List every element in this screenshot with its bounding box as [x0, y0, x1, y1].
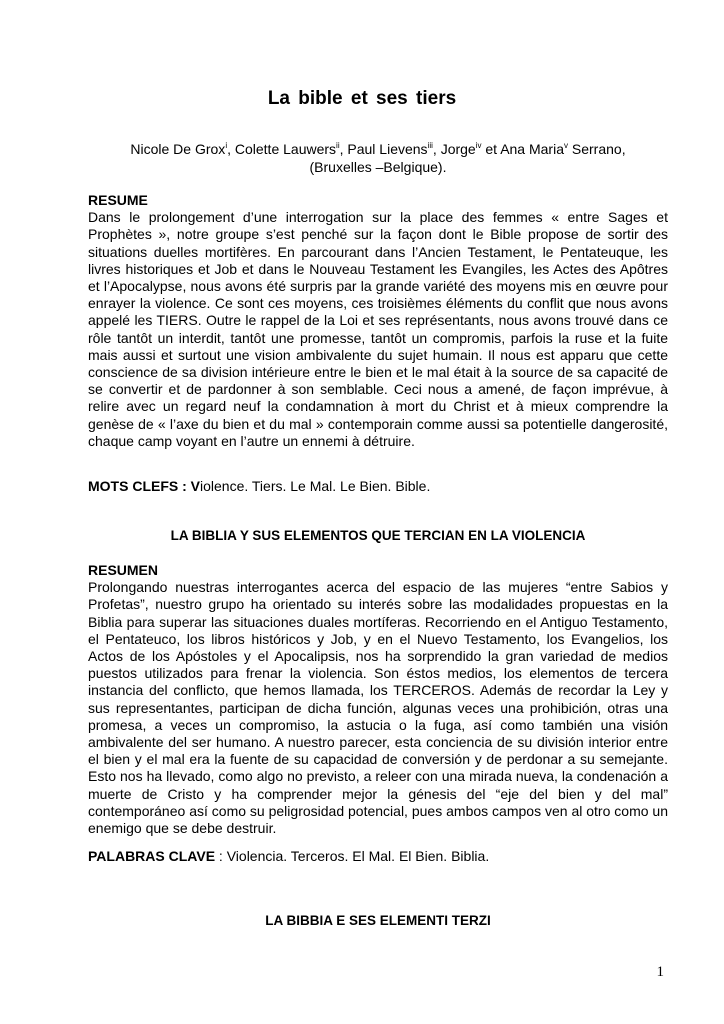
abstract-fr [88, 192, 668, 450]
section-title-it: LA BIBBIA E SES ELEMENTI TERZI [265, 913, 491, 928]
author-name: Jorge [440, 141, 476, 157]
keywords-fr-label: MOTS CLEFS : V [88, 478, 200, 494]
document-title: La bible et ses tiers [267, 88, 457, 109]
keywords-fr [88, 478, 668, 495]
author-separator: , [432, 141, 441, 157]
author-name: Paul Lievens [347, 141, 428, 157]
author-separator: et [481, 141, 501, 157]
author-name: Nicole De Grox [130, 141, 226, 157]
keywords-es-values: : Violencia. Terceros. El Mal. El Bien. Biblia. [215, 848, 490, 864]
author-note-marker: v [564, 141, 568, 150]
author-line [88, 140, 668, 158]
abstract-es-text: Prolongando nuestras interrogantes acerca del espacio de las mujeres “entre Sabios y Profetas”, nuestro grupo ha orientado su interés sobre las modalidades propuestas en la Biblia para superar las situaciones duales mortíferas. Recorriendo en el Antiguo Testamento, el Pentateuco, los libros históricos y Job, y en el Nuevo Testamento, los Evangelios, los Actos de los Apóstoles y el Apocalipsis, nos ha sorprendido la gran variedad de medios puestos utilizados para frenar la violencia. Son éstos medios, los elementos de tercera instancia del conflicto, que hemos llamada, los TERCEROS. Además de recordar la Ley y sus representantes, participan de dicha función, algunas veces una prohibición, otras una promesa, a veces un compromiso, la astucia o la fuga, así como también una visión ambivalente del ser humano. A nuestro parecer, esta conciencia de su división interior entre el bien y el mal era la fuente de su capacidad de conversión y de perdonar a su semejante. Esto nos ha llevado, como algo no previsto, a releer con una mirada nueva, la condenación a muerte de Cristo y ha comprender mejor la génesis del “eje del bien y del mal” contemporáneo así como su peligrosidad potencial, pues ambos campos ven al otro como un enemigo que se debe destruir. [88, 579, 668, 837]
abstract-es-heading: RESUMEN [88, 562, 159, 578]
author-name: Ana Maria [500, 141, 564, 157]
author-separator: , [339, 141, 348, 157]
keywords-es [88, 848, 668, 865]
author-separator: , [227, 141, 235, 157]
abstract-fr-text: Dans le prolongement d’une interrogation sur la place des femmes « entre Sages et Prophètes », notre groupe s’est penché sur la façon dont le Bible propose de sortir des situations duelles mortifères. En parcourant dans l’Ancien Testament, le Pentateuque, les livres historiques et Job et dans le Nouveau Testament les Evangiles, les Actes des Apôtres et l’Apocalypse, nous avons été surpris par la grande variété des moyens mis en œuvre pour enrayer la violence. Ce sont ces moyens, ces troisièmes éléments du conflit que nous avons appelé les TIERS. Outre le rappel de la Loi et ses représentants, nous avons trouvé dans ce rôle tantôt un interdit, tantôt une promesse, tantôt un compromis, parfois la ruse et la fuite mais aussi et surtout une vision ambivalente du sujet humain. Il nous est apparu que cette conscience de sa division intérieure entre le bien et le mal était à la source de sa capacité de se convertir et de pardonner à son semblable. Ceci nous a amené, de façon imprévue, à relire avec un regard neuf la condamnation à mort du Christ et à mieux comprendre la genèse de « l’axe du bien et du mal » contemporain comme aussi sa potentielle dangerosité, chaque camp voyant en l’autre un ennemi à détruire. [88, 209, 668, 449]
abstract-fr-heading: RESUME [88, 192, 148, 208]
author-note-marker: i [225, 141, 228, 150]
section-title-es: LA BIBLIA Y SUS ELEMENTOS QUE TERCIAN EN LA VIOLENCIA [170, 528, 586, 543]
author-name: Colette Lauwers [234, 141, 337, 157]
keywords-es-label: PALABRAS CLAVE [88, 848, 216, 864]
abstract-es [88, 562, 668, 837]
author-list [88, 140, 668, 176]
page-number: 1 [656, 964, 664, 980]
author-separator: Serrano, [568, 141, 626, 157]
keywords-fr-values: iolence. Tiers. Le Mal. Le Bien. Bible. [200, 478, 431, 494]
author-note-marker: iv [475, 141, 482, 150]
author-affiliation: (Bruxelles –Belgique). [309, 159, 447, 175]
author-note-marker: iii [427, 141, 433, 150]
author-note-marker: ii [336, 141, 340, 150]
